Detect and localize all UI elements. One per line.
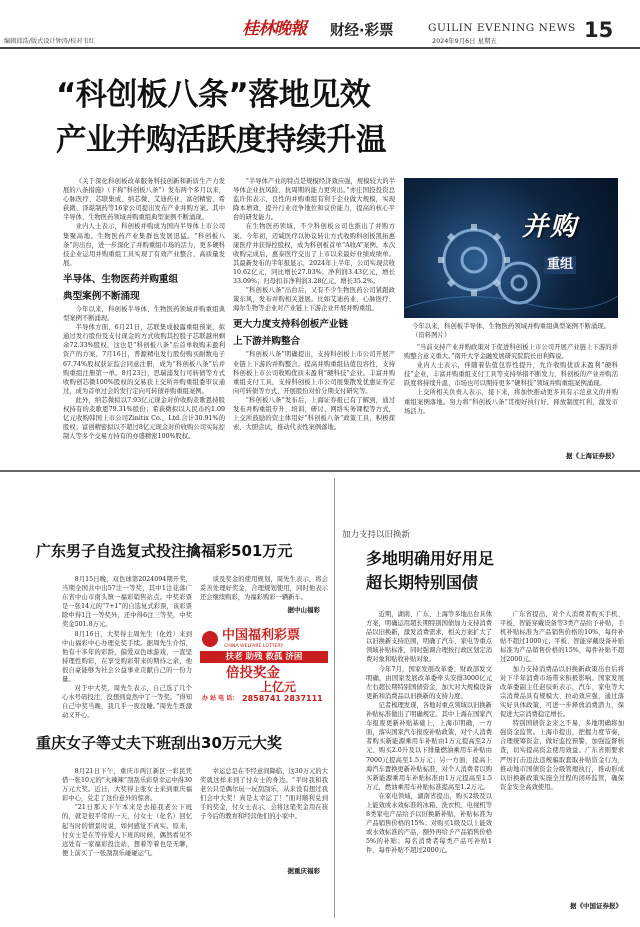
paragraph: 在生物医药领域，不少科创板公司也推出了并购方案。今年初，迈威医疗以协议转让方式收购科创板凯拓惠康医疗并获得控股权，成为科创板首单“A收A”案例。本次收购完成后，惠泰医疗交出了上市以来最好业绩成绩单。其最新发布的半年报显示，2024年上半年，公司实现营收10.62亿元，同比增长27.03%；净利润3.43亿元，增长33.09%；归母扣非净利润3.28亿元，增长35.2%。: [233, 223, 395, 286]
ad-title: 中国福利彩票: [222, 628, 301, 643]
paragraph: 广东省提出，对个人消费者购买手机、平板、智能穿戴设备等3类产品给予补贴，手机补贴标准为产品销售价格的10%，每件补贴不超过1000元；平板、智能穿戴设备补贴标准为产品销售价格的15%，每件补贴不超过2000元。: [500, 611, 624, 664]
paragraph: “当前支持产业并购政策对于促进科创板上市公司开展产业链上下游的并购整合意义重大。”南开大学金融发展研究院院长田利辉说。: [404, 344, 618, 361]
ad-english: CHINA WELFARE LOTTERY: [224, 644, 284, 649]
main-column-2: [233, 177, 395, 457]
bond-column-1: [366, 610, 492, 910]
newspaper-logo: 桂林晚報: [242, 19, 306, 39]
main-column-3: [404, 343, 618, 467]
lottery-headline-2: 重庆女子等丈夫下班刮出30万元大奖: [36, 734, 282, 752]
lottery-column-3: [62, 767, 192, 907]
illustration-text-2: 重组: [544, 256, 576, 274]
paragraph: 对于中大奖，周先生表示，自己选了几个心水号码投注，没想到竟然中了一等奖。“得知自己中奖当晚，我几乎一夜没睡。”周先生既激动又开心。: [62, 685, 192, 720]
lottery-column-4: [200, 767, 328, 867]
header-rule: [0, 47, 640, 49]
paragraph: 记者梳理发现，各地对重点领域以旧换新补贴标准做出了明确规定。其中上海在国家汽车报废更新补贴基础上，上海市明确，一方面，落实国家汽车报废补贴政策，对个人消费者购买新能源乘用车补贴由1万元提高至2万元、购买2.0升及以下排量燃油乘用车补贴由7000元提高至1.5万元；另一方面，提高上海汽车置换更新补贴标准，对个人消费者以购买新能源乘用车补贴标准由1万元提高至1.5万元，燃油乘用车补贴标准提高至1.2万元。: [366, 701, 492, 791]
paragraph: 今年7月，国家发展改革委、财政部发文明确，由国家发展改革委牵头安排3000亿元左右超长期特别国债资金，加大对大规模设备更新和消费品以旧换新的支持力度。: [366, 665, 492, 700]
issue-date: 2024年9月6日 星期五: [432, 37, 497, 45]
lottery-logo-icon: [202, 631, 218, 647]
editor-credits: 编辑邱浩/版式设计钟涛/校对韦红: [4, 38, 95, 45]
newspaper-english-name: GUILIN EVENING NEWS: [428, 22, 576, 34]
lottery-source-1: 据中山福彩: [287, 606, 320, 614]
subheading: 半导体、生物医药并购重组: [63, 273, 179, 285]
paragraph: 特别国债资金来之不易，多地明确将加强资金监管。上海市提出，把握力度节奏，合理统筹资金，做好监控预警，加强监督核查，切实提高资金使用效益。广东省则要求严厉打击违法违规骗取套取补贴资金行为，推动地市国债资金分级管理执行，推动形成以旧换新政策实施全过程的闭环监管，确保资金安全高效使用。: [500, 720, 624, 791]
story-source: 据《上海证券报》: [566, 452, 618, 460]
paragraph: 近期，湖南、广东、上海等多地出台具体方案，明确运用超长期特别国债加力支持消费品以旧换新，激发消费需求，相关方案扩大了以旧换新支持范围，明确了汽车、家电等重点领域补贴标准，同时强调合理按行政区划定消费对象和贴收补贴对象。: [366, 611, 492, 664]
section-divider: [0, 470, 640, 472]
paragraph: 业内人士表示，科创板并购成为国内半导体上市公司集聚高地。生物医药产业集群也发展迅猛。“科创板八条”的出台，进一步深化了并购重组市场的活力，更多硬科技企业运用并购重组工具实现了有效产业整合、高质量发展。: [63, 223, 225, 267]
gears-graphic: [404, 178, 618, 318]
paragraph: 《关于深化科创板改革服务科技创新和新质生产力发展的八条措施》（下称“科创板八条”）发布两个多月以来，心脉医疗、芯联集成、纳芯微、艾迪药业、富创精密、希荻微、泽璟制药等16家公司提出发布产业并购方案。其中半导体、生物医药领域并购重组典型案例不断涌现。: [63, 178, 225, 222]
subheading: 典型案例不断涌现: [63, 290, 140, 302]
subheading: 上下游并购整合: [233, 336, 301, 348]
headline-line-2: 产业并购活跃度持续升温: [56, 123, 386, 158]
page-number: 15: [584, 18, 614, 42]
paragraph: 8月21日下午，重庆市两江新区一彩民凭借一张10元的“火辣辣”刮刮乐彩票幸运中得30万元大奖。近日，大奖得主张女士来到重庆福彩中心，兑走了这份意外的惊喜。: [62, 768, 192, 803]
paragraph: “半导体产业的特点是规模经济效应强，规模较大的半导体企业抗风险、抗周期的能力更突出。”亦庄国投投资总监许伟表示，良性的并购重组有利于企业做大规模，实现降本增效，提升行业竞争地位和议价能力，提高的核心平台的研发能力。: [233, 178, 395, 222]
paragraph: “科创板八条”出台后，又有不少生物医药公司紧跟政策东风，发布并购相关进展。比如艾迪药业、心脉医疗、海尔生物等企业对产业链上下游企业开展并购重组。: [233, 287, 395, 313]
lottery-headline-1: 广东男子自选复式投注擒福彩501万元: [36, 542, 293, 560]
paragraph: 幸运总是在不经意间降临，这30万元的大奖就这样来到了付女士的身边。“平时我和我老公只是偶尔玩一玩刮刮乐，从来没有想过我们会中大奖！真是太幸运了！”面对顺利兑到手的奖金，付女士表示，会将这笔奖金用在孩子今后的教育和经营他们的小家中。: [200, 768, 328, 821]
paragraph: 加力支持消费品以旧换新政策出台后将对下半年消费市场带来积极影响。国家发展改革委副主任赵辰昕表示，汽车、家电等大宗消费品具有规模大、拉动效应强，通过落实好具体政策，可进一步释放消费潜力，保促进大宗消费稳定增长。: [500, 665, 624, 719]
bond-headline-2: 超长期特别国债: [366, 573, 479, 592]
paragraph: “科创板八条”明确提出，支持科创板上市公司开展产业链上下游的并购整合。提高并购重组估值包容性，支持科创板上市公司收购优质未盈利“硬科技”企业。丰富并购重组支付工具，支持科创板上市公司展集散发优惠证券定向可转债等方式，开展股份对价分期支付研究等。: [233, 351, 395, 395]
paragraph: 8月15日晚，双色球第2024094期开奖，当期全国共中出57注一等奖，其中1注花落广东省中山市南头镇一福彩销售站点。中奖彩票是一张14元的“7+1”的自选复式彩票，该彩票除中得1注一等奖外，还中得6注三等奖，中奖奖金501.8万元。: [62, 576, 192, 629]
paragraph: 上交所相关负责人表示，接下来，将加快推动更多具有示范意义的并购重组案例落地。努力将“科创板八条”贯彻好执行好，释放制度红利，激发市场活力。: [404, 389, 618, 415]
ad-slogan: 扶老 助残 救孤 济困: [200, 651, 328, 663]
ad-headline-2: 上亿元: [260, 680, 297, 694]
paragraph: “科创板八条”发布后，上海证券报已有了解到，通过发布并购重组专升、培训、研讨、网络实务课程等方式，上交所鼓励的资主体用好“科创板八条”政策工具，积极探索、大胆尝试，推动代表性案例落地。: [233, 396, 395, 432]
bond-headline-1: 多地明确用好用足: [366, 549, 495, 568]
paragraph: 业内人士表示，伴随着估值包容性提升，允许收购优质未盈利“硬科技”企业，丰富并购重组支付工具等支持举措不断发力，科创板的产业并购活跃度将持续升温，市场也可以期待更多“硬科技”领域并购重组案例涌现。: [404, 362, 618, 388]
bond-tag: 加力支持以旧换新: [342, 530, 411, 540]
ad-phone-label: 办 站 电 话：: [202, 695, 239, 702]
ad-phone: 2858741 2837111: [242, 694, 323, 703]
lottery-column-1: [62, 575, 192, 720]
merger-illustration: [404, 178, 618, 318]
ad-headline-1: 倍投奖金: [226, 665, 280, 681]
welfare-lottery-ad: [200, 625, 328, 705]
bond-column-2: [500, 610, 624, 900]
subheading: 更大力度支持科创板产业链: [233, 319, 349, 331]
section-name: 财经·彩票: [330, 23, 394, 39]
paragraph: 8月16日，大奖得主周先生（化姓）来到中山福彩中心办理兑奖手续。据周先生介绍，他有十多年的彩龄，偏爱双色球游戏，一直坚持理性购彩，在享受购彩带来的期待之余，他很自豪能够为社会公益事业贡献自己的一份力量。: [62, 630, 192, 684]
paragraph: 此外，纳芯微拟以7.93亿元现金对价收购麦歌恩持股权持有的麦歌恩79.31%股份；希荻微拟以人民币约1.09亿元收购韩国上市公司Zinitix Co.，Ltd.合计30.91%的股权；富创精密拟以不超过8亿元现金对价收购公司实际控制人等多个交易方持有的亦盛精密100%股权。: [63, 396, 225, 441]
bond-source: 据《中国证券报》: [570, 902, 622, 910]
paragraph: 今年以来，科创板半导体、生物医药领域并购重组典型案例不断涌现。: [63, 305, 225, 323]
paragraph: 谈及奖金的使用规划，周先生表示，将会妥善处理好奖金，合理规划使用，同时他表示还会继续购彩，为福彩购彩一辆新车。: [200, 576, 328, 602]
illustration-caption: 今年以来，科创板半导体、生物医药领域并购重组典型案例不断涌现。（资料图片）: [412, 322, 611, 339]
paragraph: 半导体方面，6月21日，芯联集成披露重组预案，拟通过发行股份及支付现金的方式收购其控股子芯联越州剩余72.33%股权，这也是“科创板八条”后首单收购未盈利资产的方案。7月16日，普源精电发行股份购买耐数电子67.74%股权获证监会同意注册，成为“科创板八条”后并购重组注册第一单。8月23日，思瑞浦发行可转债等方式收购创芯微100%股权的交易获上交所并购重组委审议通过，成为首单过会的发行定向可转债并购重组案例。: [63, 324, 225, 395]
main-column-1: [63, 177, 225, 457]
headline-line-1: “科创板八条”落地见效: [56, 77, 371, 113]
paragraph: “21日那天下午本来是去接我老公下班的，就是很平常的一天，付女士（化名）回忆起当时的情景时说，如何感觉不真实。原来，付女士是在等待爱人下班的时候，偶然看见不远处有一家福彩投注站，想着等着也是无聊，便上前买了一张刮刮乐碰碰运气。: [62, 804, 192, 857]
paragraph: 在家电领域，湖南省提出，购买2级及以上能效或水效标准的冰箱、洗衣机、电视机等8类家电产品给予以旧换新补贴，补贴标准为产品销售价格的15%；对购买1级及以上能效或水效标准的产品，额外再给予产品销售价格5%的补贴；每名消费者每类产品可补贴1件，每件补贴不超过2000元。: [366, 792, 492, 855]
lottery-source-2: 据重庆福彩: [287, 867, 320, 875]
lottery-column-2: [200, 575, 328, 609]
column-divider: [334, 478, 335, 918]
illustration-text-1: 并购: [522, 212, 579, 242]
